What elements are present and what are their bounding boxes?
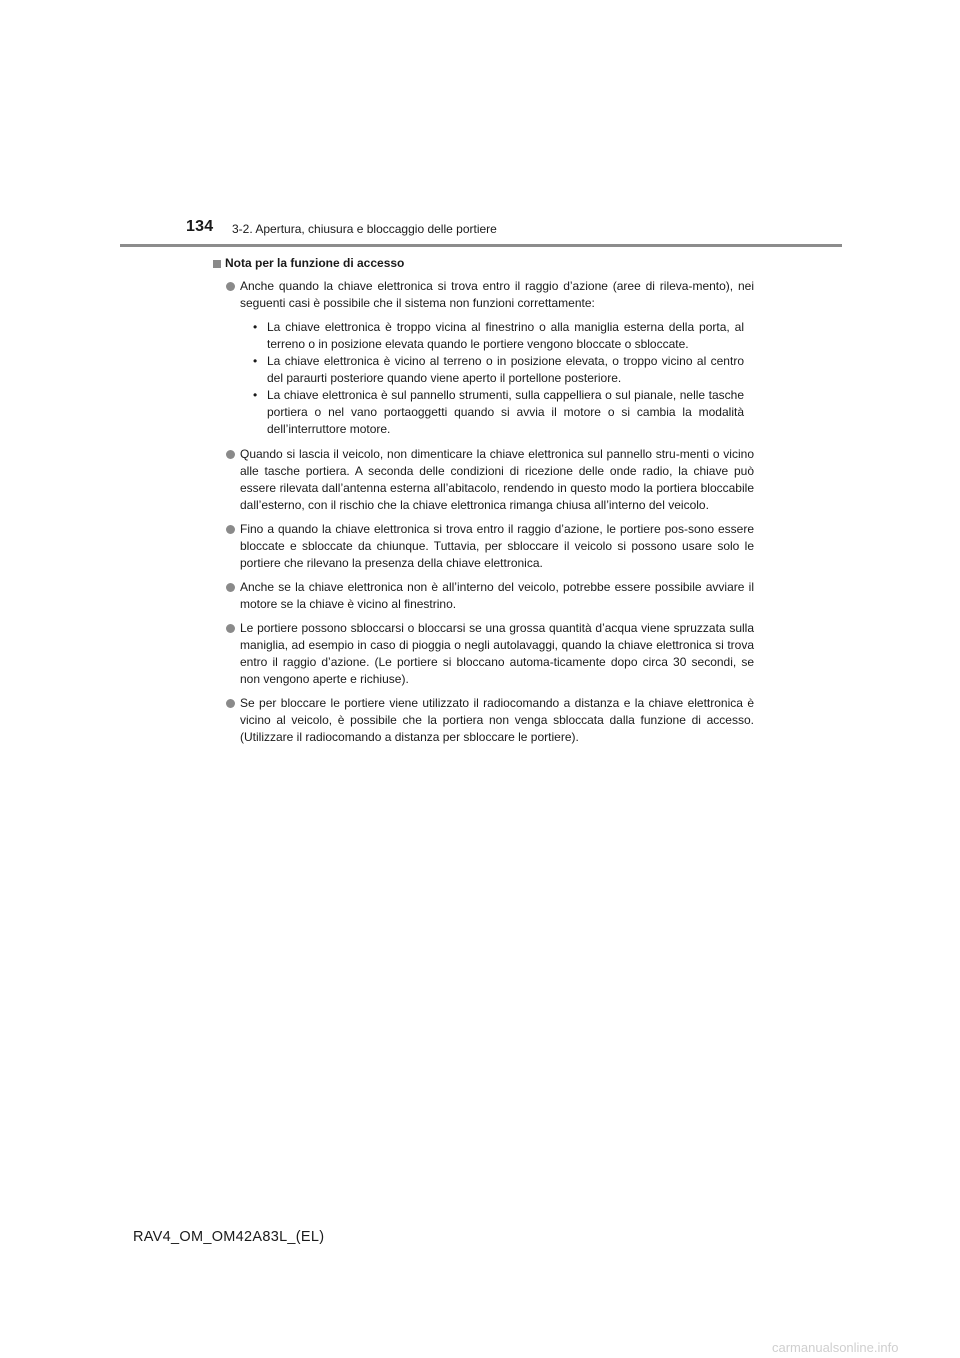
- section-heading: [213, 255, 741, 272]
- dot-mark-icon: •: [253, 388, 258, 402]
- list-item: [226, 620, 754, 688]
- sub-list-item-text: La chiave elettronica è troppo vicina al finestrino o alla maniglia esterna della porta, al terreno o in posizione elevata quando le portiere vengono bloccate o sbloccate.: [267, 320, 744, 351]
- list-item: [226, 446, 754, 514]
- list-item-text: Fino a quando la chiave elettronica si trova entro il raggio d’azione, le portiere pos-sono essere bloccate e sbloccate da chiunque. Tuttavia, per sbloccare il veicolo si possono usare solo le portiere che rilevano la presenza della chiave elettronica.: [240, 522, 754, 570]
- circle-bullet-icon: [226, 450, 235, 459]
- sub-list-item: [240, 319, 754, 353]
- circle-bullet-icon: [226, 525, 235, 534]
- sub-list-item-text: La chiave elettronica è sul pannello strumenti, sulla cappelliera o sul pianale, nelle tasche portiera o nel vano portaoggetti quando si avvia il motore o si cambia la modalità dell’interruttore motore.: [267, 388, 744, 436]
- main-content: [226, 255, 754, 753]
- section-title: 3-2. Apertura, chiusura e bloccaggio delle portiere: [232, 222, 497, 236]
- list-item: [226, 695, 754, 746]
- list-item-text: Anche se la chiave elettronica non è all’interno del veicolo, potrebbe essere possibile avviare il motore se la chiave è vicino al finestrino.: [240, 580, 754, 611]
- dot-mark-icon: •: [253, 320, 258, 334]
- dot-mark-icon: •: [253, 354, 258, 368]
- section-heading-text: Nota per la funzione di accesso: [225, 256, 405, 270]
- circle-bullet-icon: [226, 282, 235, 291]
- square-bullet-icon: [213, 260, 221, 268]
- list-item: [226, 278, 754, 438]
- document-code: RAV4_OM_OM42A83L_(EL): [133, 1229, 325, 1245]
- list-item: [226, 579, 754, 613]
- circle-bullet-icon: [226, 583, 235, 592]
- page-number: 134: [186, 218, 214, 235]
- sub-list-item-text: La chiave elettronica è vicino al terreno o in posizione elevata, o troppo vicino al centro del paraurti posteriore quando viene aperto il portellone posteriore.: [267, 354, 744, 385]
- list-item-text: Quando si lascia il veicolo, non dimenticare la chiave elettronica sul pannello stru-menti o vicino alle tasche portiera. A seconda delle condizioni di ricezione delle onde radio, la chiave può essere rilevata dall’antenna esterna all’abitacolo, rendendo in questo modo la portiera bloccabile dall’esterno, con il rischio che la chiave elettronica rimanga chiusa all’interno del veicolo.: [240, 447, 754, 512]
- list-item-text: Se per bloccare le portiere viene utilizzato il radiocomando a distanza e la chiave elettronica è vicino al veicolo, è possibile che la portiera non venga sbloccata dalla funzione di accesso. (Utilizzare il radiocomando a distanza per sbloccare le portiere).: [240, 696, 754, 744]
- list-item-text: Anche quando la chiave elettronica si trova entro il raggio d’azione (aree di rileva-mento), nei seguenti casi è possibile che il sistema non funzioni correttamente:: [240, 279, 754, 310]
- circle-bullet-icon: [226, 699, 235, 708]
- sub-list: [240, 319, 754, 438]
- list-item-text: Le portiere possono sbloccarsi o bloccarsi se una grossa quantità d’acqua viene spruzzata sulla maniglia, ad esempio in caso di pioggia o negli autolavaggi, quando la chiave elettronica si trova entro il raggio d’azione. (Le portiere si bloccano automa-ticamente dopo circa 30 secondi, se non vengono aperte e richiuse).: [240, 621, 754, 686]
- watermark: carmanualsonline.info: [772, 1340, 899, 1355]
- header-divider: [120, 244, 842, 247]
- sub-list-item: [240, 353, 754, 387]
- sub-list-item: [240, 387, 754, 438]
- circle-bullet-icon: [226, 624, 235, 633]
- list-item: [226, 521, 754, 572]
